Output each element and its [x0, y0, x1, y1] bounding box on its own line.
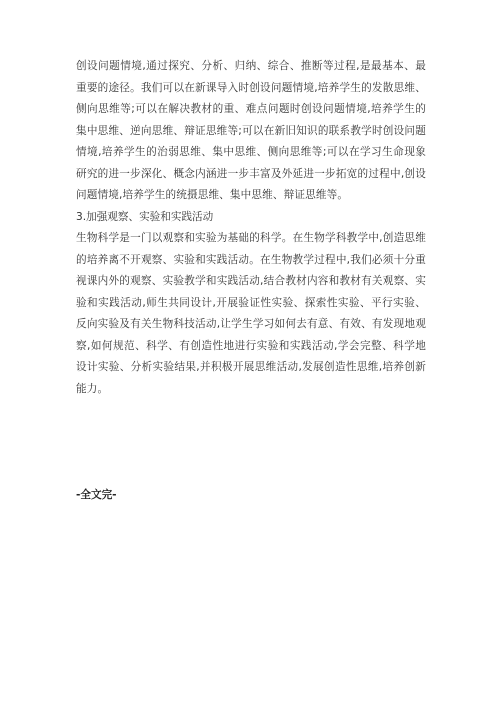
section-heading-observation-experiment: 3.加强观察、实验和实践活动	[76, 210, 214, 223]
end-of-document-mark: -全文完-	[76, 489, 117, 501]
paragraph-problem-situation: 创设问题情境,通过探究、分析、归纳、综合、推断等过程,是最基本、最重要的途径。我们可以在新课导入时创设问题情境,培养学生的发散思维、侧向思维等;可以在解决教材的重、难点问题时创设问题情境,培养学生的集中思维、逆向思维、辩证思维等;可以在新旧知识的联系教学时创设问题情境,培养学生的治弱思维、集中思维、侧向思维等;可以在学习生命现象研究的进一步深化、概念内涵进一步丰富及外延进一步拓宽的过程中,创设问题情境,培养学生的统摄思维、集中思维、辩证思维等。	[76, 60, 426, 201]
document-body	[76, 56, 426, 400]
paragraph-observation-experiment: 生物科学是一门以观察和实验为基础的科学。在生物学科教学中,创造思维的培养离不开观察、实验和实践活动。在生物教学过程中,我们必须十分重视课内外的观察、实验教学和实践活动,结合教材内容和教材有关观察、实验和实践活动,师生共同设计,开展验证性实验、探索性实验、平行实验、反向实验及有关生物科技活动,让学生学习如何去有意、有效、有发现地观察,如何规范、科学、有创造性地进行实验和实践活动,学会完整、科学地设计实验、分析实验结果,并积极开展思维活动,发展创造性思维,培养创新能力。	[76, 232, 426, 395]
